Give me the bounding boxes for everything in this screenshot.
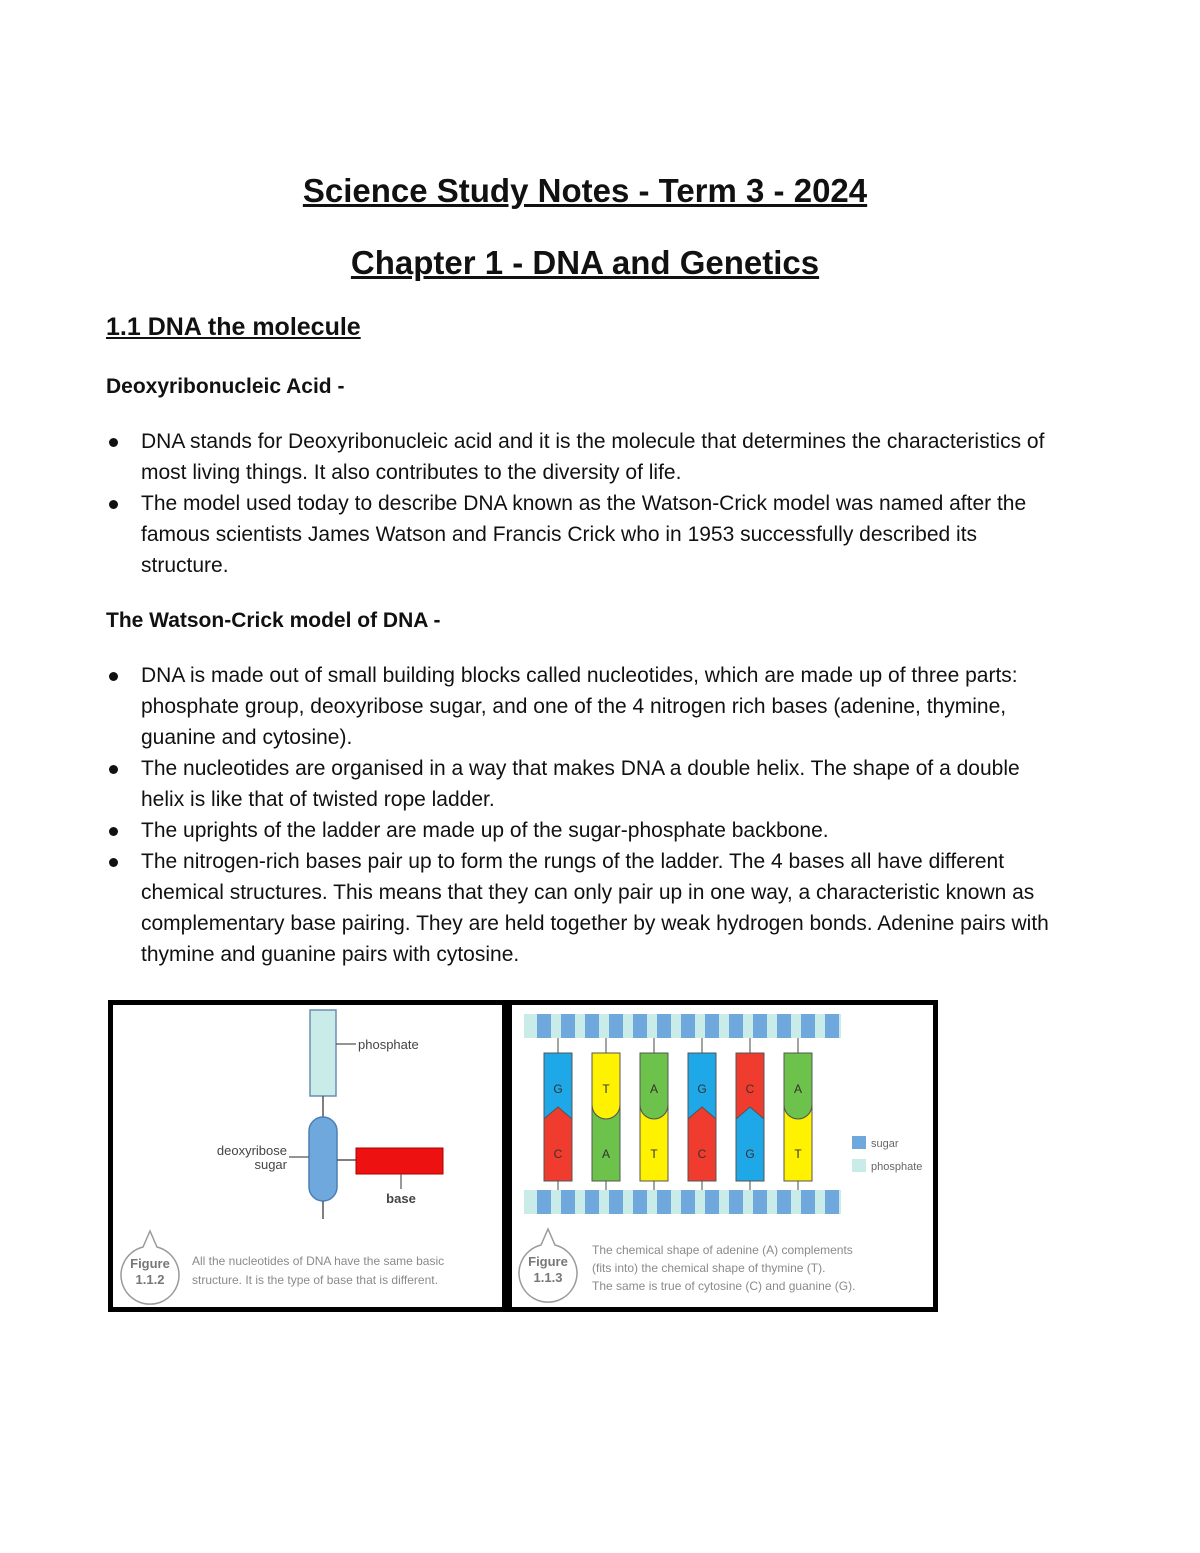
figure-caption-line3: The same is true of cytosine (C) and guanine (G). [592, 1279, 856, 1293]
base-letter: A [793, 1082, 803, 1096]
sugar-block [753, 1014, 767, 1038]
document-title: Science Study Notes - Term 3 - 2024 [302, 172, 868, 209]
base-letter: A [601, 1147, 611, 1161]
bullet-item: DNA is made out of small building blocks called nucleotides, which are made up of three parts: phosphate group, deoxyribose sugar, and one of the 4 nitrogen rich bases (adenine, thymine, guanine and cytosine). [106, 660, 1066, 753]
base-letter: C [745, 1082, 755, 1096]
sugar-label-line1: deoxyribose [216, 1143, 287, 1158]
sugar-block [681, 1190, 695, 1214]
bullet-item: The nucleotides are organised in a way that makes DNA a double helix. The shape of a double helix is like that of twisted rope ladder. [106, 753, 1066, 815]
sugar-block [801, 1014, 815, 1038]
base-bottom-g [736, 1107, 764, 1181]
section-heading: 1.1 DNA the molecule [106, 313, 361, 341]
chapter-title: Chapter 1 - DNA and Genetics [350, 244, 820, 281]
legend-sugar-label: sugar [871, 1138, 899, 1150]
base-letter: C [697, 1147, 707, 1161]
sugar-block [777, 1014, 791, 1038]
sugar-block [633, 1014, 647, 1038]
phosphate-shape [310, 1010, 336, 1096]
sugar-block [753, 1190, 767, 1214]
base-letter: A [649, 1082, 659, 1096]
sugar-block [705, 1190, 719, 1214]
figure-caption-line2: structure. It is the type of base that is different. [192, 1273, 438, 1287]
sugar-block [825, 1014, 839, 1038]
base-letter: T [602, 1082, 610, 1096]
base-letter: T [794, 1147, 802, 1161]
sugar-block [729, 1014, 743, 1038]
bullet-item: The model used today to describe DNA known as the Watson-Crick model was named after the famous scientists James Watson and Francis Crick who in 1953 successfully described its structure. [106, 488, 1066, 581]
sugar-block [609, 1014, 623, 1038]
sugar-block [801, 1190, 815, 1214]
base-shape [356, 1148, 443, 1174]
bullet-item: The uprights of the ladder are made up of the sugar-phosphate backbone. [106, 815, 1066, 846]
figure-caption-line2: (fits into) the chemical shape of thymine (T). [592, 1261, 826, 1275]
base-pair-rungs [544, 1038, 812, 1190]
subsection-heading-deoxyribonucleic: Deoxyribonucleic Acid - [106, 375, 345, 398]
sugar-block [633, 1190, 647, 1214]
base-letter: T [650, 1147, 658, 1161]
figure-caption-line1: The chemical shape of adenine (A) complements [592, 1243, 853, 1257]
figure-badge-number: 1.1.3 [533, 1270, 563, 1285]
phosphate-label: phosphate [358, 1037, 419, 1052]
bullet-list-watson-crick [106, 660, 1066, 970]
sugar-block [585, 1014, 599, 1038]
base-letter: G [745, 1147, 755, 1161]
subsection-heading-watson-crick: The Watson-Crick model of DNA - [106, 609, 441, 632]
figure-badge-number: 1.1.2 [135, 1272, 165, 1287]
base-letter: C [553, 1147, 563, 1161]
sugar-label-line2: sugar [254, 1157, 287, 1172]
sugar-block [609, 1190, 623, 1214]
bullet-item: DNA stands for Deoxyribonucleic acid and it is the molecule that determines the characteristics of most living things. It also contributes to the diversity of life. [106, 426, 1066, 488]
sugar-block [825, 1190, 839, 1214]
base-letter: G [697, 1082, 707, 1096]
figure-nucleotide-structure [108, 1000, 507, 1312]
sugar-block [537, 1014, 551, 1038]
legend-sugar-swatch [852, 1136, 866, 1149]
base-label: base [386, 1191, 416, 1206]
base-letter: G [553, 1082, 563, 1096]
figure-badge-word: Figure [528, 1254, 568, 1269]
sugar-block [705, 1014, 719, 1038]
sugar-block [657, 1014, 671, 1038]
bullet-item: The nitrogen-rich bases pair up to form the rungs of the ladder. The 4 bases all have different chemical structures. This means that they can only pair up in one way, a characteristic known as complementary base pairing. They are held together by weak hydrogen bonds. Adenine pairs with thymine and guanine pairs with cytosine. [106, 846, 1066, 970]
sugar-block [561, 1190, 575, 1214]
figure-base-pairing [507, 1000, 938, 1312]
sugar-block [729, 1190, 743, 1214]
base-bottom-c [544, 1107, 572, 1181]
sugar-block [657, 1190, 671, 1214]
legend-phosphate-swatch [852, 1159, 866, 1172]
figure-caption-line1: All the nucleotides of DNA have the same basic [192, 1254, 445, 1268]
sugar-block [561, 1014, 575, 1038]
figure-badge-word: Figure [130, 1256, 170, 1271]
nucleotide-diagram [113, 1005, 502, 1307]
sugar-block [537, 1190, 551, 1214]
sugar-block [585, 1190, 599, 1214]
bullet-list-deoxyribonucleic [106, 426, 1066, 581]
sugar-shape [309, 1117, 337, 1201]
sugar-block [681, 1014, 695, 1038]
base-bottom-c [688, 1107, 716, 1181]
base-pairing-diagram [512, 1005, 933, 1307]
legend-phosphate-label: phosphate [871, 1161, 923, 1173]
sugar-block [777, 1190, 791, 1214]
